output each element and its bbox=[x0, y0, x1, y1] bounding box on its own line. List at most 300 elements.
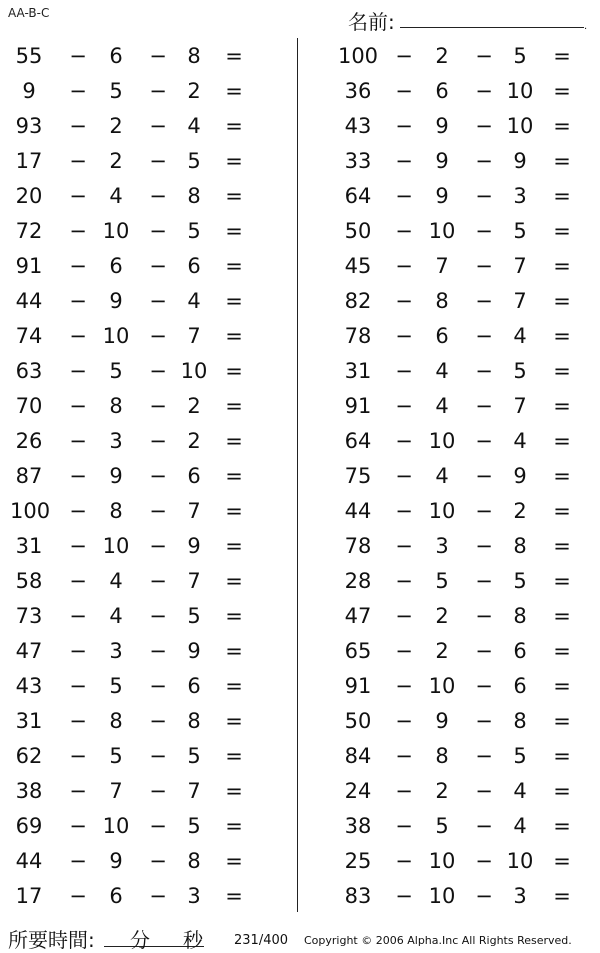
minus-sign: − bbox=[69, 464, 87, 488]
second-number: 7 bbox=[109, 779, 123, 803]
minus-sign: − bbox=[395, 639, 413, 663]
third-number: 9 bbox=[187, 534, 201, 558]
equals-sign: = bbox=[225, 499, 243, 523]
third-number: 6 bbox=[187, 674, 201, 698]
problem-row bbox=[298, 668, 600, 703]
second-number: 4 bbox=[435, 464, 449, 488]
problem-row bbox=[298, 178, 600, 213]
minus-sign: − bbox=[395, 884, 413, 908]
minus-sign: − bbox=[475, 639, 493, 663]
minus-sign: − bbox=[395, 149, 413, 173]
minus-sign: − bbox=[475, 569, 493, 593]
second-number: 2 bbox=[435, 44, 449, 68]
equals-sign: = bbox=[553, 429, 571, 453]
minus-sign: − bbox=[395, 79, 413, 103]
first-number: 44 bbox=[344, 499, 372, 523]
problem-row bbox=[0, 318, 297, 353]
third-number: 3 bbox=[513, 884, 527, 908]
third-number: 5 bbox=[513, 219, 527, 243]
minus-sign: − bbox=[69, 219, 87, 243]
minus-sign: − bbox=[475, 464, 493, 488]
minus-sign: − bbox=[149, 884, 167, 908]
problem-row bbox=[298, 738, 600, 773]
problem-row bbox=[0, 38, 297, 73]
minus-sign: − bbox=[395, 394, 413, 418]
problem-row bbox=[0, 808, 297, 843]
first-number: 47 bbox=[15, 639, 43, 663]
second-number: 8 bbox=[435, 289, 449, 313]
equals-sign: = bbox=[225, 604, 243, 628]
minus-sign: − bbox=[149, 744, 167, 768]
third-number: 9 bbox=[513, 149, 527, 173]
problem-row bbox=[298, 388, 600, 423]
first-number: 31 bbox=[344, 359, 372, 383]
equals-sign: = bbox=[553, 779, 571, 803]
first-number: 91 bbox=[344, 394, 372, 418]
third-number: 5 bbox=[187, 219, 201, 243]
minus-sign: − bbox=[395, 464, 413, 488]
third-number: 8 bbox=[513, 534, 527, 558]
third-number: 6 bbox=[513, 674, 527, 698]
first-number: 31 bbox=[15, 534, 43, 558]
second-number: 10 bbox=[102, 534, 130, 558]
first-number: 87 bbox=[15, 464, 43, 488]
minus-sign: − bbox=[69, 569, 87, 593]
minus-sign: − bbox=[475, 674, 493, 698]
equals-sign: = bbox=[553, 534, 571, 558]
minus-sign: − bbox=[69, 44, 87, 68]
problem-row bbox=[298, 108, 600, 143]
first-number: 75 bbox=[344, 464, 372, 488]
equals-sign: = bbox=[553, 709, 571, 733]
third-number: 10 bbox=[180, 359, 208, 383]
third-number: 4 bbox=[513, 429, 527, 453]
problem-row bbox=[0, 353, 297, 388]
problem-row bbox=[0, 458, 297, 493]
third-number: 6 bbox=[187, 254, 201, 278]
third-number: 7 bbox=[187, 569, 201, 593]
minus-sign: − bbox=[475, 604, 493, 628]
equals-sign: = bbox=[553, 289, 571, 313]
third-number: 5 bbox=[187, 744, 201, 768]
third-number: 6 bbox=[513, 639, 527, 663]
equals-sign: = bbox=[225, 324, 243, 348]
time-required-label: 所要時間: bbox=[8, 928, 95, 952]
third-number: 10 bbox=[506, 849, 534, 873]
minus-sign: − bbox=[395, 44, 413, 68]
first-number: 70 bbox=[15, 394, 43, 418]
third-number: 4 bbox=[513, 779, 527, 803]
equals-sign: = bbox=[553, 79, 571, 103]
first-number: 43 bbox=[344, 114, 372, 138]
third-number: 9 bbox=[187, 639, 201, 663]
minus-sign: − bbox=[69, 709, 87, 733]
problem-row bbox=[0, 878, 297, 913]
minus-sign: − bbox=[149, 604, 167, 628]
first-number: 100 bbox=[10, 499, 51, 523]
second-number: 3 bbox=[109, 639, 123, 663]
minus-sign: − bbox=[149, 184, 167, 208]
minus-sign: − bbox=[395, 114, 413, 138]
equals-sign: = bbox=[553, 569, 571, 593]
problem-row bbox=[298, 493, 600, 528]
minus-sign: − bbox=[149, 499, 167, 523]
first-number: 69 bbox=[15, 814, 43, 838]
minus-sign: − bbox=[69, 849, 87, 873]
problem-row bbox=[0, 108, 297, 143]
minus-sign: − bbox=[395, 709, 413, 733]
equals-sign: = bbox=[225, 44, 243, 68]
equals-sign: = bbox=[553, 219, 571, 243]
equals-sign: = bbox=[225, 394, 243, 418]
minus-sign: − bbox=[395, 254, 413, 278]
problem-row bbox=[298, 808, 600, 843]
minus-sign: − bbox=[149, 359, 167, 383]
problem-row bbox=[0, 738, 297, 773]
third-number: 4 bbox=[513, 324, 527, 348]
equals-sign: = bbox=[225, 849, 243, 873]
equals-sign: = bbox=[553, 44, 571, 68]
minus-sign: − bbox=[149, 429, 167, 453]
problem-row bbox=[298, 73, 600, 108]
second-number: 6 bbox=[109, 44, 123, 68]
equals-sign: = bbox=[225, 884, 243, 908]
minus-sign: − bbox=[475, 849, 493, 873]
minus-sign: − bbox=[395, 814, 413, 838]
second-number: 8 bbox=[109, 499, 123, 523]
minus-sign: − bbox=[149, 219, 167, 243]
right-problem-column bbox=[298, 38, 600, 913]
second-number: 10 bbox=[102, 219, 130, 243]
first-number: 64 bbox=[344, 429, 372, 453]
equals-sign: = bbox=[553, 464, 571, 488]
third-number: 7 bbox=[513, 254, 527, 278]
first-number: 44 bbox=[15, 849, 43, 873]
minus-sign: − bbox=[395, 219, 413, 243]
second-number: 5 bbox=[109, 79, 123, 103]
equals-sign: = bbox=[225, 149, 243, 173]
problem-row bbox=[298, 528, 600, 563]
first-number: 74 bbox=[15, 324, 43, 348]
minus-sign: − bbox=[475, 744, 493, 768]
second-number: 4 bbox=[109, 604, 123, 628]
second-number: 9 bbox=[109, 289, 123, 313]
first-number: 55 bbox=[15, 44, 43, 68]
minus-sign: − bbox=[149, 814, 167, 838]
minus-sign: − bbox=[395, 534, 413, 558]
second-number: 8 bbox=[109, 394, 123, 418]
second-number: 10 bbox=[428, 429, 456, 453]
equals-sign: = bbox=[553, 254, 571, 278]
equals-sign: = bbox=[225, 359, 243, 383]
minus-sign: − bbox=[69, 744, 87, 768]
problem-row bbox=[298, 318, 600, 353]
equals-sign: = bbox=[553, 394, 571, 418]
third-number: 8 bbox=[187, 849, 201, 873]
first-number: 65 bbox=[344, 639, 372, 663]
second-number: 7 bbox=[435, 254, 449, 278]
second-number: 10 bbox=[102, 814, 130, 838]
third-number: 7 bbox=[513, 394, 527, 418]
minus-sign: − bbox=[149, 394, 167, 418]
second-number: 10 bbox=[428, 849, 456, 873]
equals-sign: = bbox=[553, 849, 571, 873]
problem-row bbox=[298, 248, 600, 283]
minus-sign: − bbox=[395, 674, 413, 698]
first-number: 100 bbox=[337, 44, 379, 68]
first-number: 78 bbox=[344, 534, 372, 558]
first-number: 82 bbox=[344, 289, 372, 313]
problem-row bbox=[298, 843, 600, 878]
first-number: 45 bbox=[344, 254, 372, 278]
third-number: 5 bbox=[513, 44, 527, 68]
minus-sign: − bbox=[475, 394, 493, 418]
first-number: 91 bbox=[344, 674, 372, 698]
minus-sign: − bbox=[475, 359, 493, 383]
minus-sign: − bbox=[69, 884, 87, 908]
minus-sign: − bbox=[149, 464, 167, 488]
minus-sign: − bbox=[475, 499, 493, 523]
copyright-notice: Copyright © 2006 Alpha.Inc All Rights Reserved. bbox=[304, 934, 572, 947]
minus-sign: − bbox=[149, 289, 167, 313]
second-number: 9 bbox=[435, 709, 449, 733]
first-number: 24 bbox=[344, 779, 372, 803]
left-problem-column bbox=[0, 38, 297, 913]
third-number: 2 bbox=[187, 79, 201, 103]
minus-sign: − bbox=[149, 114, 167, 138]
equals-sign: = bbox=[225, 464, 243, 488]
first-number: 38 bbox=[15, 779, 43, 803]
problem-row bbox=[298, 773, 600, 808]
problem-row bbox=[298, 563, 600, 598]
problem-row bbox=[298, 38, 600, 73]
minus-sign: − bbox=[69, 604, 87, 628]
minus-sign: − bbox=[475, 79, 493, 103]
first-number: 84 bbox=[344, 744, 372, 768]
first-number: 36 bbox=[344, 79, 372, 103]
name-end-dot: . bbox=[584, 21, 588, 32]
second-number: 5 bbox=[109, 674, 123, 698]
minus-sign: − bbox=[149, 709, 167, 733]
minus-sign: − bbox=[69, 359, 87, 383]
problem-row bbox=[0, 213, 297, 248]
minus-sign: − bbox=[475, 114, 493, 138]
equals-sign: = bbox=[553, 184, 571, 208]
first-number: 31 bbox=[15, 709, 43, 733]
first-number: 17 bbox=[15, 884, 43, 908]
equals-sign: = bbox=[225, 639, 243, 663]
first-number: 50 bbox=[344, 709, 372, 733]
minus-sign: − bbox=[395, 779, 413, 803]
minus-sign: − bbox=[69, 79, 87, 103]
minus-sign: − bbox=[69, 779, 87, 803]
minus-sign: − bbox=[69, 324, 87, 348]
second-number: 6 bbox=[109, 884, 123, 908]
problem-row bbox=[298, 353, 600, 388]
problem-row bbox=[0, 423, 297, 458]
equals-sign: = bbox=[225, 79, 243, 103]
minus-sign: − bbox=[69, 149, 87, 173]
first-number: 91 bbox=[15, 254, 43, 278]
problem-row bbox=[0, 388, 297, 423]
minus-sign: − bbox=[475, 779, 493, 803]
minus-sign: − bbox=[69, 674, 87, 698]
problem-row bbox=[0, 703, 297, 738]
minus-sign: − bbox=[69, 429, 87, 453]
second-number: 4 bbox=[109, 569, 123, 593]
third-number: 10 bbox=[506, 79, 534, 103]
equals-sign: = bbox=[225, 254, 243, 278]
problem-row bbox=[298, 703, 600, 738]
first-number: 83 bbox=[344, 884, 372, 908]
problem-row bbox=[298, 458, 600, 493]
first-number: 63 bbox=[15, 359, 43, 383]
minus-sign: − bbox=[149, 639, 167, 663]
second-number: 6 bbox=[435, 79, 449, 103]
third-number: 8 bbox=[187, 44, 201, 68]
second-number: 10 bbox=[428, 674, 456, 698]
seconds-label: 秒 bbox=[183, 928, 203, 952]
equals-sign: = bbox=[225, 814, 243, 838]
problem-row bbox=[0, 668, 297, 703]
third-number: 4 bbox=[513, 814, 527, 838]
minus-sign: − bbox=[149, 79, 167, 103]
first-number: 93 bbox=[15, 114, 43, 138]
second-number: 2 bbox=[109, 149, 123, 173]
minus-sign: − bbox=[395, 289, 413, 313]
third-number: 7 bbox=[187, 779, 201, 803]
minus-sign: − bbox=[149, 674, 167, 698]
second-number: 10 bbox=[102, 324, 130, 348]
minus-sign: − bbox=[69, 394, 87, 418]
minus-sign: − bbox=[69, 114, 87, 138]
third-number: 8 bbox=[187, 709, 201, 733]
second-number: 5 bbox=[435, 814, 449, 838]
minus-sign: − bbox=[69, 534, 87, 558]
third-number: 7 bbox=[513, 289, 527, 313]
problem-row bbox=[0, 143, 297, 178]
minus-sign: − bbox=[149, 254, 167, 278]
second-number: 5 bbox=[109, 359, 123, 383]
problem-row bbox=[0, 633, 297, 668]
second-number: 4 bbox=[435, 394, 449, 418]
problem-row bbox=[0, 773, 297, 808]
second-number: 4 bbox=[109, 184, 123, 208]
second-number: 5 bbox=[435, 569, 449, 593]
problem-row bbox=[0, 493, 297, 528]
first-number: 44 bbox=[15, 289, 43, 313]
minus-sign: − bbox=[475, 219, 493, 243]
third-number: 4 bbox=[187, 289, 201, 313]
minus-sign: − bbox=[69, 499, 87, 523]
first-number: 28 bbox=[344, 569, 372, 593]
minus-sign: − bbox=[475, 429, 493, 453]
minus-sign: − bbox=[395, 604, 413, 628]
equals-sign: = bbox=[225, 569, 243, 593]
minus-sign: − bbox=[475, 534, 493, 558]
minus-sign: − bbox=[475, 324, 493, 348]
second-number: 6 bbox=[435, 324, 449, 348]
second-number: 4 bbox=[435, 359, 449, 383]
equals-sign: = bbox=[225, 114, 243, 138]
worksheet-code: AA-B-C bbox=[8, 6, 50, 20]
third-number: 5 bbox=[513, 569, 527, 593]
third-number: 7 bbox=[187, 324, 201, 348]
third-number: 2 bbox=[513, 499, 527, 523]
third-number: 5 bbox=[187, 814, 201, 838]
first-number: 33 bbox=[344, 149, 372, 173]
name-underline bbox=[400, 27, 584, 28]
first-number: 20 bbox=[15, 184, 43, 208]
minus-sign: − bbox=[149, 569, 167, 593]
second-number: 10 bbox=[428, 499, 456, 523]
first-number: 9 bbox=[22, 79, 36, 103]
equals-sign: = bbox=[225, 219, 243, 243]
equals-sign: = bbox=[553, 744, 571, 768]
problem-row bbox=[298, 633, 600, 668]
problem-row bbox=[0, 283, 297, 318]
equals-sign: = bbox=[553, 884, 571, 908]
third-number: 3 bbox=[513, 184, 527, 208]
problem-row bbox=[298, 213, 600, 248]
equals-sign: = bbox=[553, 814, 571, 838]
problem-row bbox=[298, 598, 600, 633]
minus-sign: − bbox=[149, 324, 167, 348]
second-number: 10 bbox=[428, 219, 456, 243]
minus-sign: − bbox=[475, 254, 493, 278]
first-number: 73 bbox=[15, 604, 43, 628]
minus-sign: − bbox=[395, 849, 413, 873]
third-number: 3 bbox=[187, 884, 201, 908]
minus-sign: − bbox=[475, 814, 493, 838]
problem-row bbox=[0, 843, 297, 878]
equals-sign: = bbox=[225, 709, 243, 733]
problem-row bbox=[298, 423, 600, 458]
second-number: 5 bbox=[109, 744, 123, 768]
second-number: 3 bbox=[435, 534, 449, 558]
problem-row bbox=[0, 73, 297, 108]
third-number: 2 bbox=[187, 429, 201, 453]
page-number: 231/400 bbox=[234, 933, 289, 948]
third-number: 8 bbox=[187, 184, 201, 208]
equals-sign: = bbox=[225, 429, 243, 453]
second-number: 9 bbox=[109, 849, 123, 873]
minus-sign: − bbox=[69, 254, 87, 278]
third-number: 8 bbox=[513, 604, 527, 628]
second-number: 3 bbox=[109, 429, 123, 453]
first-number: 64 bbox=[344, 184, 372, 208]
minus-sign: − bbox=[395, 359, 413, 383]
first-number: 47 bbox=[344, 604, 372, 628]
minus-sign: − bbox=[475, 884, 493, 908]
minus-sign: − bbox=[69, 289, 87, 313]
equals-sign: = bbox=[553, 639, 571, 663]
second-number: 2 bbox=[435, 639, 449, 663]
third-number: 5 bbox=[187, 604, 201, 628]
second-number: 2 bbox=[435, 779, 449, 803]
minus-sign: − bbox=[475, 289, 493, 313]
equals-sign: = bbox=[225, 779, 243, 803]
minus-sign: − bbox=[395, 429, 413, 453]
minus-sign: − bbox=[475, 184, 493, 208]
minus-sign: − bbox=[395, 744, 413, 768]
second-number: 10 bbox=[428, 884, 456, 908]
minus-sign: − bbox=[475, 44, 493, 68]
minutes-label: 分 bbox=[130, 928, 150, 952]
second-number: 9 bbox=[109, 464, 123, 488]
minus-sign: − bbox=[69, 639, 87, 663]
third-number: 2 bbox=[187, 394, 201, 418]
